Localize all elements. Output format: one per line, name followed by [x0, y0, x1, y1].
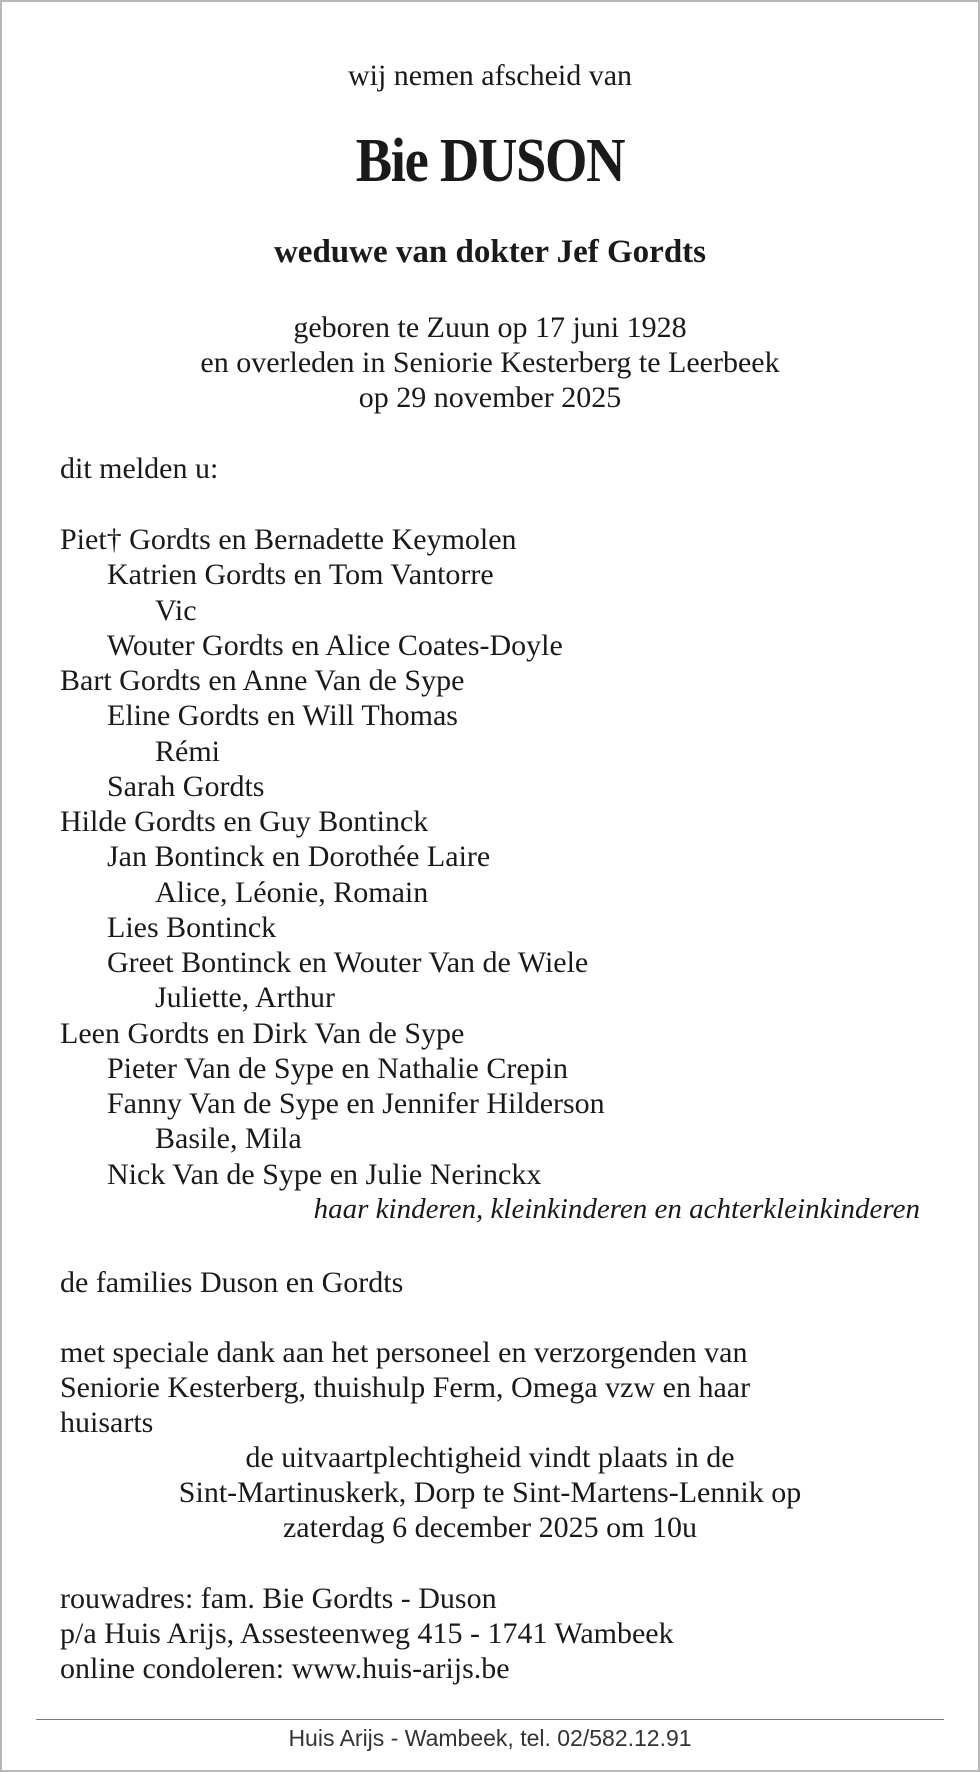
family-member-grandchild: Eline Gordts en Will Thomas: [107, 699, 458, 732]
family-member-great-grandchild: Vic: [155, 594, 197, 627]
death-place-line: en overleden in Seniorie Kesterberg te Leerbeek: [200, 346, 780, 379]
widow-line: weduwe van dokter Jef Gordts: [273, 234, 707, 270]
footer-text: Huis Arijs - Wambeek, tel. 02/582.12.91: [288, 1725, 692, 1751]
families-line: de families Duson en Gordts: [60, 1266, 404, 1299]
family-member-child: Leen Gordts en Dirk Van de Sype: [60, 1017, 465, 1050]
family-member-grandchild: Fanny Van de Sype en Jennifer Hilderson: [107, 1087, 605, 1120]
family-member-grandchild: Jan Bontinck en Dorothée Laire: [107, 840, 491, 873]
family-member-grandchild: Katrien Gordts en Tom Vantorre: [107, 558, 494, 591]
funeral-line: zaterdag 6 december 2025 om 10u: [282, 1511, 697, 1544]
family-member-great-grandchild: Rémi: [155, 735, 220, 768]
birth-line: geboren te Zuun op 17 juni 1928: [293, 311, 687, 344]
mourning-address-line: rouwadres: fam. Bie Gordts - Duson: [60, 1582, 497, 1615]
online-condolence-line: online condoleren: www.huis-arijs.be: [60, 1652, 510, 1685]
family-member-child: Bart Gordts en Anne Van de Sype: [60, 664, 465, 697]
mourning-address-line: p/a Huis Arijs, Assesteenweg 415 - 1741 Wambeek: [60, 1617, 674, 1650]
footer-divider: [36, 1719, 944, 1720]
family-member-grandchild: Greet Bontinck en Wouter Van de Wiele: [107, 946, 589, 979]
family-member-grandchild: Nick Van de Sype en Julie Nerinckx: [107, 1158, 542, 1191]
funeral-line: Sint-Martinuskerk, Dorp te Sint-Martens-Lennik op: [178, 1476, 802, 1509]
family-member-child: Piet† Gordts en Bernadette Keymolen: [60, 523, 517, 556]
thanks-line: Seniorie Kesterberg, thuishulp Ferm, Omega vzw en haar: [60, 1371, 751, 1404]
intro-text: wij nemen afscheid van: [347, 59, 633, 92]
announce-text: dit melden u:: [60, 452, 219, 485]
funeral-line: de uitvaartplechtigheid vindt plaats in de: [245, 1441, 735, 1474]
family-member-grandchild: Lies Bontinck: [107, 911, 277, 944]
deceased-name: Bie DUSON: [355, 127, 625, 195]
thanks-line: met speciale dank aan het personeel en verzorgenden van: [60, 1336, 748, 1369]
family-member-grandchild: Wouter Gordts en Alice Coates-Doyle: [107, 629, 563, 662]
family-member-great-grandchild: Alice, Léonie, Romain: [155, 876, 429, 909]
thanks-line: huisarts: [60, 1406, 154, 1439]
family-member-child: Hilde Gordts en Guy Bontinck: [60, 805, 429, 838]
death-date-line: op 29 november 2025: [358, 381, 622, 414]
family-role-caption: haar kinderen, kleinkinderen en achterkleinkinderen: [313, 1193, 920, 1225]
family-member-great-grandchild: Basile, Mila: [155, 1122, 302, 1155]
family-member-great-grandchild: Juliette, Arthur: [155, 981, 335, 1014]
family-member-grandchild: Sarah Gordts: [107, 770, 265, 803]
family-member-grandchild: Pieter Van de Sype en Nathalie Crepin: [107, 1052, 568, 1085]
